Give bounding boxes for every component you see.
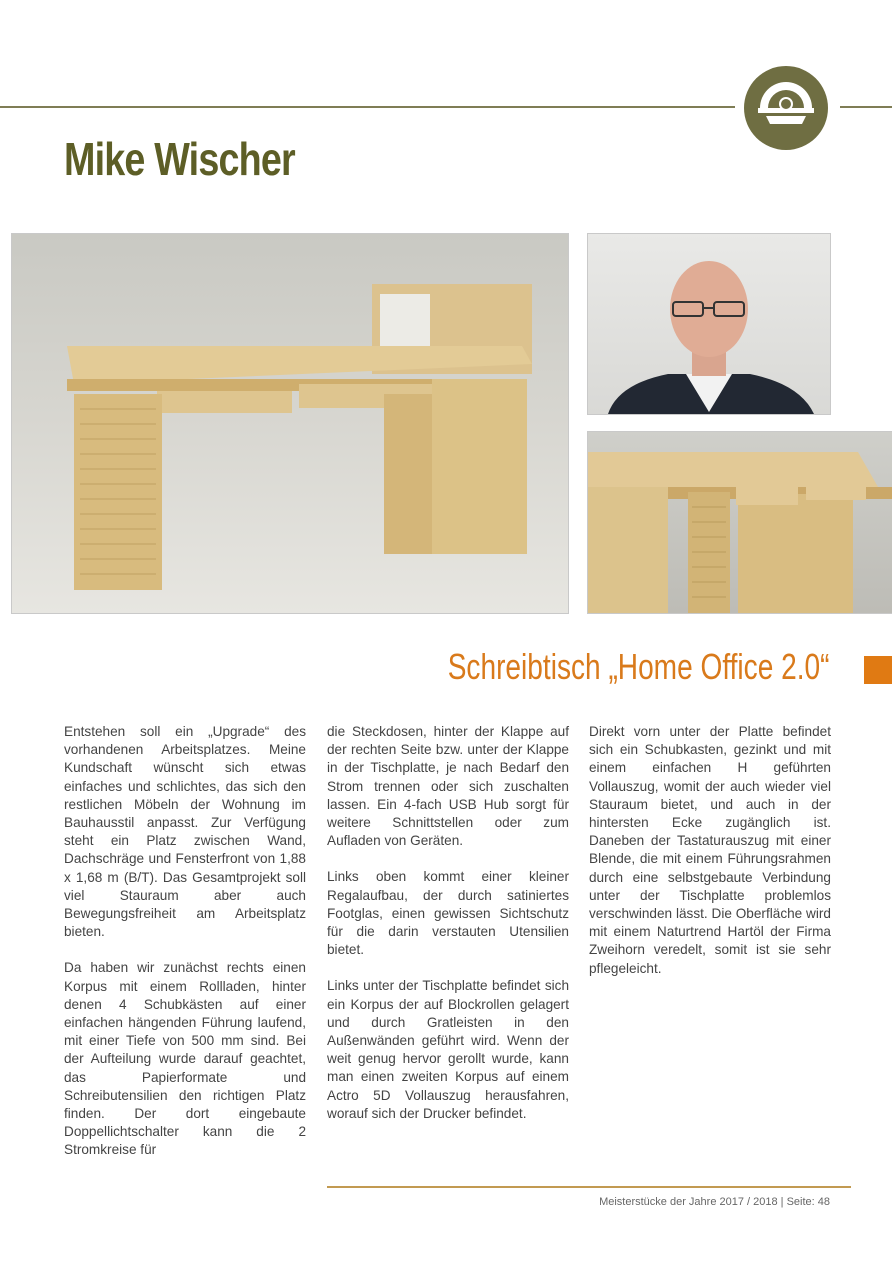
page-footer: Meisterstücke der Jahre 2017 / 2018 | Seite: 48 [599, 1196, 830, 1208]
paragraph: Links unter der Tischplatte befindet sich ein Korpus der auf Blockrollen gelagert und durch Gratleisten in den Außenwänden geführt wird. Wenn der weit genug hervor gerollt wurde, kann man einen zweiten Korpus auf einem Actro 5D Vollauszug herausfahren, worauf sich der Drucker befindet. [327, 978, 569, 1121]
maker-portrait-photo [587, 233, 831, 415]
paragraph: die Steckdosen, hinter der Klappe auf der rechten Seite bzw. unter der Klappe in der Tischplatte, je nach Bedarf den Strom trennen oder sich zuschalten lassen. Ein 4-fach USB Hub sorgt für weitere Schnittstellen oder zum Aufladen von Geräten. [327, 724, 569, 849]
text-column-1 [64, 723, 306, 1178]
header-rule-right [840, 106, 892, 108]
text-column-3 [589, 723, 831, 996]
paragraph: Direkt vorn unter der Platte befindet sich ein Schubkasten, gezinkt und mit einem einfachen H geführten Vollauszug, womit der auch wieder viel Stauraum bietet, und auch in der hintersten Ecke zugänglich ist. Daneben der Tastaturauszug mit einer Blende, die mit einem Führungsrahmen durch eine selbstgebaute Verbindung unter der Tischplatte problemlos verschwinden lässt. Die Oberfläche wird mit einem Naturtrend Hartöl der Firma Zweihorn veredelt, somit ist sie sehr pflegeleicht. [589, 724, 831, 976]
author-name: Mike Wischer [64, 133, 295, 185]
article-title: Schreibtisch „Home Office 2.0“ [448, 646, 830, 687]
desk-model-photo [11, 233, 569, 614]
footer-rule [327, 1186, 851, 1188]
section-marker [864, 656, 892, 684]
circular-saw-icon [744, 66, 828, 150]
paragraph: Da haben wir zunächst rechts einen Korpus mit einem Rollladen, hinter denen 4 Schubkästen auf einer einfachen hängenden Führung laufend, mit einer Tiefe von 500 mm sind. Bei der Aufteilung wurde darauf geachtet, das Papierformate und Schreibutensilien den richtigen Platz finden. Der dort eingebaute Doppellichtschalter kann die 2 Stromkreise für [64, 960, 306, 1158]
desk-detail-photo [587, 431, 892, 614]
paragraph: Entstehen soll ein „Upgrade“ des vorhandenen Arbeitsplatzes. Meine Kundschaft wünscht sich etwas einfaches und schlichtes, das sich den restlichen Möbeln der Wohnung im Bauhausstil anpasst. Zur Verfügung steht ein Platz zwischen Wand, Dachschräge und Fensterfront von 1,88 x 1,68 m (B/T). Das Gesamtprojekt soll viel Stauraum aber auch Bewegungsfreiheit am Arbeitsplatz bieten. [64, 724, 306, 940]
paragraph: Links oben kommt einer kleiner Regalaufbau, der durch satiniertes Footglas, einen gewissen Sichtschutz für die darin verstauten Utensilien bietet. [327, 869, 569, 958]
text-column-2 [327, 723, 569, 1141]
header-rule-left [0, 106, 735, 108]
